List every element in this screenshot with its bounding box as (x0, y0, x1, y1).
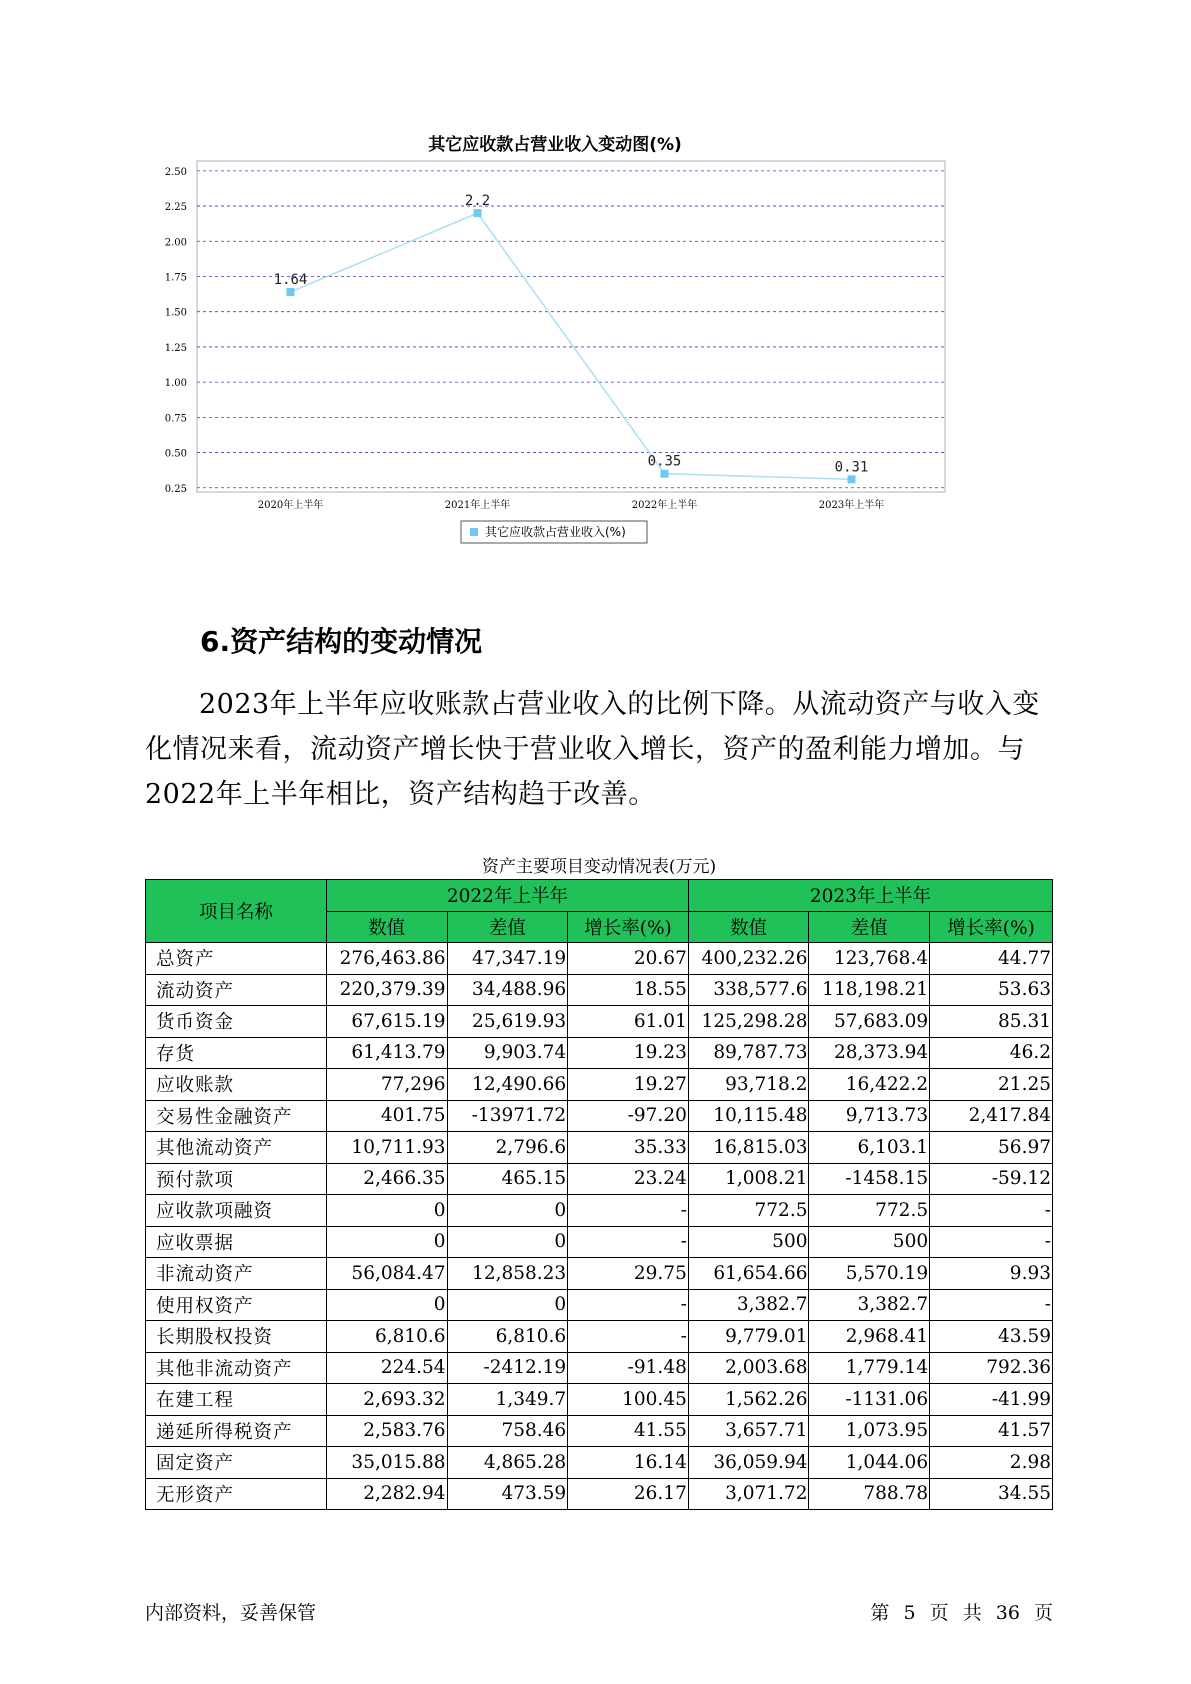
table-cell: 44.77 (930, 943, 1053, 975)
table-cell: -91.48 (568, 1352, 689, 1384)
page-unit: 页 (929, 1602, 949, 1624)
table-row (146, 1415, 1053, 1447)
table-cell: 0 (447, 1289, 568, 1321)
table-row-label: 长期股权投资 (146, 1321, 327, 1353)
table-cell: 6,103.1 (809, 1132, 930, 1164)
table-cell: 19.23 (568, 1037, 689, 1069)
table-cell: 10,115.48 (688, 1100, 809, 1132)
table-body (146, 943, 1053, 1510)
table-row-label: 应收款项融资 (146, 1195, 327, 1227)
table-row (146, 1100, 1053, 1132)
table-cell: 2,466.35 (326, 1163, 447, 1195)
table-cell: 46.2 (930, 1037, 1053, 1069)
table-row (146, 1447, 1053, 1479)
table-row (146, 1478, 1053, 1510)
plot-frame (197, 161, 945, 492)
data-point (661, 470, 669, 478)
series-line (291, 213, 852, 479)
table-cell: -41.99 (930, 1384, 1053, 1416)
table-cell: 772.5 (809, 1195, 930, 1227)
table-cell: 0 (447, 1195, 568, 1227)
data-label: 1.64 (273, 271, 308, 288)
table-cell: 3,071.72 (688, 1478, 809, 1510)
y-tick-label: 2.25 (164, 202, 187, 214)
table-cell: 56,084.47 (326, 1258, 447, 1290)
table-row (146, 1352, 1053, 1384)
table-cell: 16.14 (568, 1447, 689, 1479)
table-cell: 1,779.14 (809, 1352, 930, 1384)
table-cell: 19.27 (568, 1069, 689, 1101)
table-row-label: 固定资产 (146, 1447, 327, 1479)
table-cell: 61,654.66 (688, 1258, 809, 1290)
table-cell: 29.75 (568, 1258, 689, 1290)
table-row (146, 943, 1053, 975)
asset-change-table (145, 879, 1053, 1510)
table-cell: 9,779.01 (688, 1321, 809, 1353)
table-row-label: 使用权资产 (146, 1289, 327, 1321)
table-row-label: 货币资金 (146, 1006, 327, 1038)
table-row-label: 流动资产 (146, 974, 327, 1006)
table-cell: 1,562.26 (688, 1384, 809, 1416)
table-cell: 2,282.94 (326, 1478, 447, 1510)
table-cell: 26.17 (568, 1478, 689, 1510)
table-cell: 36,059.94 (688, 1447, 809, 1479)
table-cell: 57,683.09 (809, 1006, 930, 1038)
table-cell: 18.55 (568, 974, 689, 1006)
table-cell: 0 (326, 1195, 447, 1227)
table-cell: 35.33 (568, 1132, 689, 1164)
table-cell: 3,657.71 (688, 1415, 809, 1447)
table-cell: 473.59 (447, 1478, 568, 1510)
y-tick-label: 2.00 (164, 237, 187, 249)
table-cell: 500 (688, 1226, 809, 1258)
header-diff-2022: 差值 (447, 911, 568, 943)
data-point (287, 288, 295, 296)
table-cell: -59.12 (930, 1163, 1053, 1195)
line-chart (150, 135, 1030, 595)
chart-title: 其它应收款占营业收入变动图(%) (428, 135, 682, 155)
table-cell: 3,382.7 (809, 1289, 930, 1321)
table-cell: 9,713.73 (809, 1100, 930, 1132)
table-row (146, 1132, 1053, 1164)
table-cell: 3,382.7 (688, 1289, 809, 1321)
table-row (146, 1069, 1053, 1101)
table-cell: -2412.19 (447, 1352, 568, 1384)
table-cell: 67,615.19 (326, 1006, 447, 1038)
table-row (146, 1037, 1053, 1069)
table-cell: 61.01 (568, 1006, 689, 1038)
header-group-2023: 2023年上半年 (688, 880, 1052, 912)
table-cell: 47,347.19 (447, 943, 568, 975)
table-cell: 1,008.21 (688, 1163, 809, 1195)
header-value-2023: 数值 (688, 911, 809, 943)
table-cell: -97.20 (568, 1100, 689, 1132)
table-cell: 77,296 (326, 1069, 447, 1101)
table-row-label: 在建工程 (146, 1384, 327, 1416)
data-label: 2.2 (464, 193, 491, 210)
table-cell: 10,711.93 (326, 1132, 447, 1164)
table-row (146, 1289, 1053, 1321)
table-cell: 25,619.93 (447, 1006, 568, 1038)
table-cell: 12,490.66 (447, 1069, 568, 1101)
x-tick-label: 2021年上半年 (444, 500, 511, 511)
table-cell: 2.98 (930, 1447, 1053, 1479)
table-cell: 792.36 (930, 1352, 1053, 1384)
table-cell: 118,198.21 (809, 974, 930, 1006)
header-value-2022: 数值 (326, 911, 447, 943)
table-row-label: 其他流动资产 (146, 1132, 327, 1164)
table-cell: 85.31 (930, 1006, 1053, 1038)
table-row (146, 1006, 1053, 1038)
table-cell: 5,570.19 (809, 1258, 930, 1290)
table-cell: - (568, 1226, 689, 1258)
table-row-label: 交易性金融资产 (146, 1100, 327, 1132)
table-cell: 1,349.7 (447, 1384, 568, 1416)
table-cell: 43.59 (930, 1321, 1053, 1353)
table-cell: 2,968.41 (809, 1321, 930, 1353)
table-cell: 89,787.73 (688, 1037, 809, 1069)
table-cell: 28,373.94 (809, 1037, 930, 1069)
section-paragraph: 2023年上半年应收账款占营业收入的比例下降。从流动资产与收入变化情况来看，流动资产增长快于营业收入增长，资产的盈利能力增加。与2022年上半年相比，资产结构趋于改善。 (145, 689, 1040, 810)
table-cell: 23.24 (568, 1163, 689, 1195)
header-growth-2022: 增长率(%) (568, 911, 689, 943)
header-diff-2023: 差值 (809, 911, 930, 943)
table-cell: 2,693.32 (326, 1384, 447, 1416)
table-cell: 61,413.79 (326, 1037, 447, 1069)
table-cell: - (568, 1289, 689, 1321)
table-cell: 12,858.23 (447, 1258, 568, 1290)
table-row-label: 其他非流动资产 (146, 1352, 327, 1384)
table-row (146, 1195, 1053, 1227)
table-cell: 0 (326, 1289, 447, 1321)
table-row (146, 1258, 1053, 1290)
data-label: 0.35 (647, 453, 682, 470)
table-cell: 2,583.76 (326, 1415, 447, 1447)
y-tick-label: 0.25 (164, 483, 187, 495)
y-tick-label: 2.50 (164, 166, 187, 178)
table-cell: 500 (809, 1226, 930, 1258)
table-cell: 9.93 (930, 1258, 1053, 1290)
footer-page-info (868, 1598, 1053, 1625)
chart-svg (150, 135, 1030, 595)
y-tick-label: 1.25 (164, 342, 187, 354)
table-cell: 400,232.26 (688, 943, 809, 975)
table-cell: - (930, 1226, 1053, 1258)
table-cell: 758.46 (447, 1415, 568, 1447)
x-tick-label: 2020年上半年 (257, 500, 324, 511)
table-row-label: 应收账款 (146, 1069, 327, 1101)
total-pages: 36 (995, 1602, 1020, 1624)
table-cell: 6,810.6 (326, 1321, 447, 1353)
table-row (146, 1321, 1053, 1353)
table-cell: 0 (447, 1226, 568, 1258)
table-row (146, 1163, 1053, 1195)
footer-confidential-note: 内部资料，妥善保管 (145, 1602, 317, 1624)
table-cell: 56.97 (930, 1132, 1053, 1164)
table-cell: 93,718.2 (688, 1069, 809, 1101)
table-cell: 220,379.39 (326, 974, 447, 1006)
table-cell: 16,422.2 (809, 1069, 930, 1101)
table-cell: 21.25 (930, 1069, 1053, 1101)
table-cell: 276,463.86 (326, 943, 447, 975)
x-tick-label: 2023年上半年 (818, 500, 885, 511)
table-row-label: 非流动资产 (146, 1258, 327, 1290)
table-cell: 4,865.28 (447, 1447, 568, 1479)
table-cell: 100.45 (568, 1384, 689, 1416)
table-cell: -1131.06 (809, 1384, 930, 1416)
table-row-label: 应收票据 (146, 1226, 327, 1258)
table-row-label: 递延所得税资产 (146, 1415, 327, 1447)
section-heading: 6.资产结构的变动情况 (200, 625, 483, 658)
table-cell: 20.67 (568, 943, 689, 975)
table-cell: 772.5 (688, 1195, 809, 1227)
y-tick-label: 0.75 (164, 413, 187, 425)
table-cell: 401.75 (326, 1100, 447, 1132)
table-cell: 2,417.84 (930, 1100, 1053, 1132)
legend-label: 其它应收款占营业收入(%) (485, 525, 626, 539)
table-row (146, 1226, 1053, 1258)
table-cell: 16,815.03 (688, 1132, 809, 1164)
y-tick-label: 0.50 (164, 448, 187, 460)
table-cell: 1,073.95 (809, 1415, 930, 1447)
table-cell: 41.55 (568, 1415, 689, 1447)
x-tick-label: 2022年上半年 (631, 500, 698, 511)
table-cell: -13971.72 (447, 1100, 568, 1132)
table-cell: 465.15 (447, 1163, 568, 1195)
y-tick-label: 1.75 (164, 272, 187, 284)
table-row (146, 974, 1053, 1006)
table-cell: - (568, 1321, 689, 1353)
table-cell: 2,003.68 (688, 1352, 809, 1384)
table-cell: 9,903.74 (447, 1037, 568, 1069)
table-cell: 34,488.96 (447, 974, 568, 1006)
page-prefix: 第 (870, 1602, 890, 1624)
data-label: 0.31 (834, 459, 869, 476)
table-row (146, 1384, 1053, 1416)
table-cell: 123,768.4 (809, 943, 930, 975)
table-row-label: 存货 (146, 1037, 327, 1069)
page-number: 5 (903, 1602, 916, 1624)
table-caption: 资产主要项目变动情况表(万元) (481, 857, 717, 877)
table-cell: 35,015.88 (326, 1447, 447, 1479)
table-cell: 0 (326, 1226, 447, 1258)
header-growth-2023: 增长率(%) (930, 911, 1053, 943)
table-cell: 338,577.6 (688, 974, 809, 1006)
header-item-name: 项目名称 (146, 880, 327, 943)
legend-marker (470, 528, 478, 536)
total-unit: 页 (1033, 1602, 1053, 1624)
data-point (474, 209, 482, 217)
table-cell: 788.78 (809, 1478, 930, 1510)
total-prefix: 共 (962, 1602, 982, 1624)
table-cell: - (568, 1195, 689, 1227)
header-group-2022: 2022年上半年 (326, 880, 688, 912)
table-cell: 1,044.06 (809, 1447, 930, 1479)
table-cell: 6,810.6 (447, 1321, 568, 1353)
table-row-label: 预付款项 (146, 1163, 327, 1195)
table-cell: 125,298.28 (688, 1006, 809, 1038)
y-tick-label: 1.00 (164, 378, 187, 390)
table-cell: -1458.15 (809, 1163, 930, 1195)
table-cell: 53.63 (930, 974, 1053, 1006)
table-row-label: 总资产 (146, 943, 327, 975)
table-cell: 224.54 (326, 1352, 447, 1384)
table-row-label: 无形资产 (146, 1478, 327, 1510)
y-tick-label: 1.50 (164, 307, 187, 319)
table-cell: 41.57 (930, 1415, 1053, 1447)
table-cell: - (930, 1195, 1053, 1227)
data-point (848, 475, 856, 483)
table-cell: - (930, 1289, 1053, 1321)
table-cell: 2,796.6 (447, 1132, 568, 1164)
table-cell: 34.55 (930, 1478, 1053, 1510)
